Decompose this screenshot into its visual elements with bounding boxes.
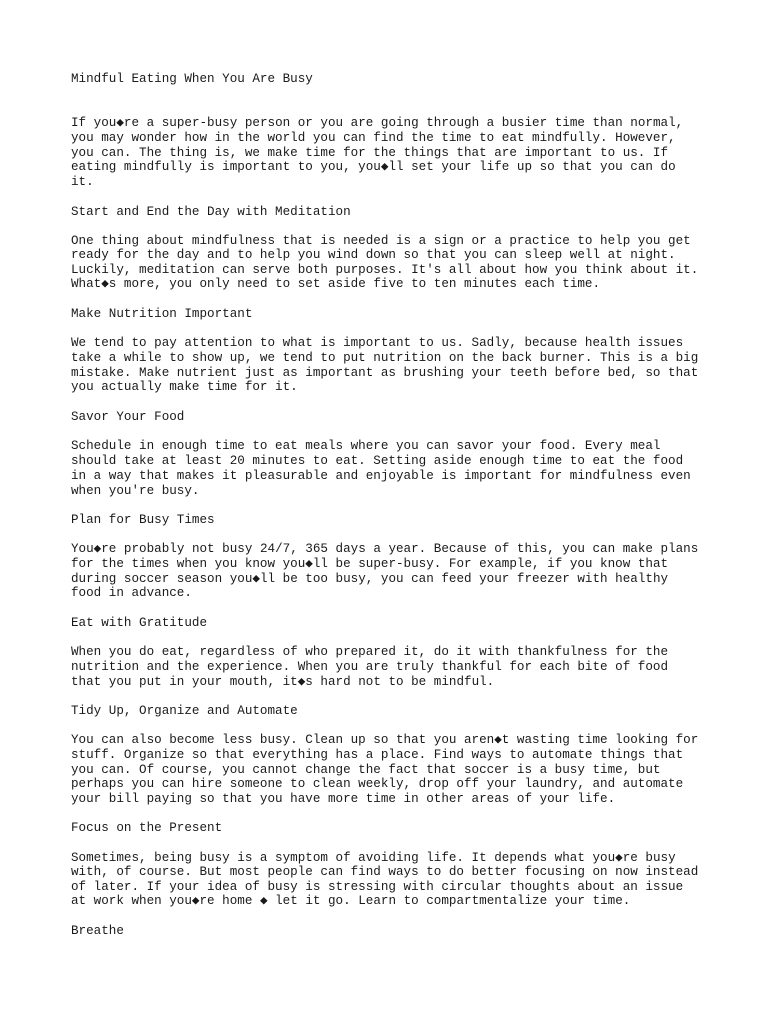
paragraph-line: you can. Of course, you cannot change the fact that soccer is a busy time, but — [71, 763, 661, 777]
paragraph-line: One thing about mindfulness that is needed is a sign or a practice to help you get — [71, 234, 691, 248]
paragraph-line: Sometimes, being busy is a symptom of avoiding life. It depends what you◆re busy — [71, 851, 676, 865]
paragraph-line: You◆re probably not busy 24/7, 365 days a year. Because of this, you can make plans — [71, 542, 699, 556]
paragraph-line: for the times when you know you◆ll be super-busy. For example, if you know that — [71, 557, 669, 571]
paragraph-line: your bill paying so that you have more time in other areas of your life. — [71, 792, 616, 806]
paragraph-line: What◆s more, you only need to set aside five to ten minutes each time. — [71, 277, 601, 291]
intro-line: you can. The thing is, we make time for the things that are important to us. If — [71, 146, 669, 160]
section-heading: Breathe — [71, 924, 124, 938]
paragraph-line: food in advance. — [71, 586, 192, 600]
paragraph-line: with, of course. But most people can find ways to do better focusing on now instead — [71, 865, 699, 879]
paragraph-line: Luckily, meditation can serve both purposes. It's all about how you think about it. — [71, 263, 699, 277]
paragraph-line: nutrition and the experience. When you are truly thankful for each bite of food — [71, 660, 669, 674]
paragraph-line: in a way that makes it pleasurable and enjoyable is important for mindfulness even — [71, 469, 691, 483]
section-heading: Start and End the Day with Meditation — [71, 205, 351, 219]
paragraph-line: perhaps you can hire someone to clean weekly, drop off your laundry, and automate — [71, 777, 684, 791]
section-heading: Eat with Gratitude — [71, 616, 208, 630]
section-heading: Focus on the Present — [71, 821, 223, 835]
paragraph-line: should take at least 20 minutes to eat. Setting aside enough time to eat the food — [71, 454, 684, 468]
paragraph-line: during soccer season you◆ll be too busy, you can feed your freezer with healthy — [71, 572, 669, 586]
paragraph-line: of later. If your idea of busy is stressing with circular thoughts about an issue — [71, 880, 684, 894]
section-heading: Make Nutrition Important — [71, 307, 253, 321]
paragraph-line: Schedule in enough time to eat meals where you can savor your food. Every meal — [71, 439, 661, 453]
paragraph-line: When you do eat, regardless of who prepared it, do it with thankfulness for the — [71, 645, 669, 659]
paragraph-line: mistake. Make nutrient just as important as brushing your teeth before bed, so that — [71, 366, 699, 380]
paragraph-line: You can also become less busy. Clean up so that you aren◆t wasting time looking for — [71, 733, 699, 747]
paragraph-line: ready for the day and to help you wind down so that you can sleep well at night. — [71, 248, 676, 262]
paragraph-line: you actually make time for it. — [71, 380, 298, 394]
paragraph-line: stuff. Organize so that everything has a place. Find ways to automate things that — [71, 748, 684, 762]
paragraph-line: that you put in your mouth, it◆s hard not to be mindful. — [71, 675, 495, 689]
intro-line: If you◆re a super-busy person or you are going through a busier time than normal, — [71, 116, 684, 130]
section-heading: Tidy Up, Organize and Automate — [71, 704, 298, 718]
document-title: Mindful Eating When You Are Busy — [71, 72, 313, 86]
intro-line: eating mindfully is important to you, you◆ll set your life up so that you can do — [71, 160, 676, 174]
intro-line: you may wonder how in the world you can find the time to eat mindfully. However, — [71, 131, 676, 145]
paragraph-line: take a while to show up, we tend to put nutrition on the back burner. This is a big — [71, 351, 699, 365]
section-heading: Plan for Busy Times — [71, 513, 215, 527]
section-heading: Savor Your Food — [71, 410, 185, 424]
paragraph-line: at work when you◆re home ◆ let it go. Learn to compartmentalize your time. — [71, 894, 631, 908]
intro-line: it. — [71, 175, 94, 189]
paragraph-line: when you're busy. — [71, 484, 200, 498]
paragraph-line: We tend to pay attention to what is important to us. Sadly, because health issues — [71, 336, 684, 350]
